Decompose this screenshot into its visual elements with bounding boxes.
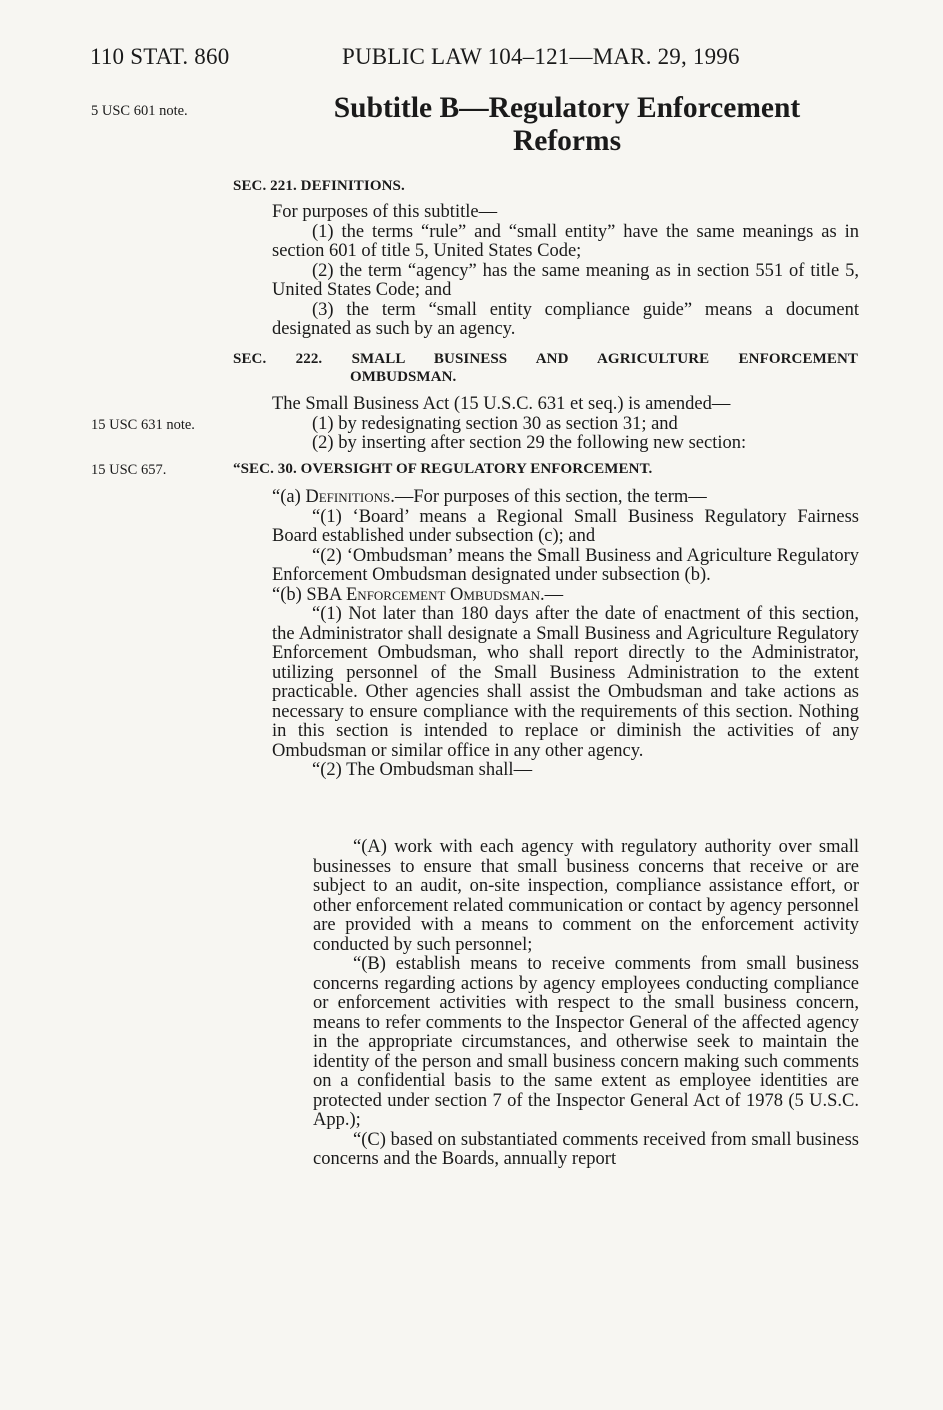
margin-note-15-usc-657: 15 USC 657.	[91, 462, 167, 478]
subsection-a-caps: Definitions	[305, 487, 391, 507]
sec-221-heading: SEC. 221. DEFINITIONS.	[233, 178, 405, 194]
subparagraph-A: “(A) work with each agency with regulatory authority over small businesses to ensure that small business concerns that receive or are subject to an audit, on-site inspection, compliance assistance effort, or other enforcement related communication or contact by agency personnel are provided with a means to comment on the enforcement activity conducted by such personnel;	[313, 837, 859, 955]
sec-222-body	[272, 395, 859, 454]
subparagraph-B: “(B) establish means to receive comments from small business concerns regarding actions by agency employees conducting compliance or enforcement activities with respect to the small business concern, means to refer comments to the Inspector General of the affected agency in the appropriate circumstances, and otherwise seek to maintain the identity of the person and small business concern making such comments on a confidential basis to the same extent as employee identities are protected under section 7 of the Inspector General Act of 1978 (5 U.S.C. App.);	[313, 954, 859, 1130]
sec-222-heading-line-2: OMBUDSMAN.	[350, 369, 457, 385]
sec-222-heading	[233, 350, 858, 386]
subsection-a-para-1: “(1) ‘Board’ means a Regional Small Business Regulatory Fairness Board established under subsection (c); and	[272, 506, 859, 546]
subsection-b-caps: Enforcement Ombudsman	[346, 584, 540, 605]
subsection-a-heading	[272, 488, 859, 508]
subsection-b-para-2: “(2) The Ombudsman shall—	[312, 760, 533, 780]
margin-note-5-usc-601: 5 USC 601 note.	[91, 103, 188, 119]
sec-221-para-3: (3) the term “small entity compliance guide” means a document designated as such by an agency.	[272, 299, 859, 339]
subtitle-heading	[272, 92, 862, 158]
subsection-a-para-2: “(2) ‘Ombudsman’ means the Small Business and Agriculture Regulatory Enforcement Ombudsman designated under subsection (b).	[272, 545, 859, 585]
subsection-b-rest: .—	[539, 584, 564, 605]
sec-222-intro: The Small Business Act (15 U.S.C. 631 et seq.) is amended—	[272, 394, 731, 414]
subsection-b-para-1: “(1) Not later than 180 days after the date of enactment of this section, the Administrator shall designate a Small Business and Agriculture Regulatory Enforcement Ombudsman, who shall report directly to the Administrator, utilizing personnel of the Small Business Administration to the extent practicable. Other agencies shall assist the Ombudsman and take actions as necessary to ensure compliance with the requirements of this section. Nothing in this section is intended to replace or diminish the activities of any Ombudsman or similar office in any other agency.	[272, 604, 859, 761]
sec-30-body	[272, 488, 859, 781]
subsection-a-rest: .—For purposes of this section, the term—	[390, 487, 707, 507]
margin-note-15-usc-631: 15 USC 631 note.	[91, 417, 195, 433]
sec-221-para-2: (2) the term “agency” has the same meaning as in section 551 of title 5, United States Code; and	[272, 260, 859, 300]
subsection-b-prefix: “(b) SBA	[272, 584, 346, 605]
sec-221-intro: For purposes of this subtitle—	[272, 202, 498, 222]
running-header	[90, 44, 863, 76]
subsection-b-heading	[272, 586, 859, 606]
subsection-a-prefix: “(a)	[272, 487, 306, 507]
law-title: PUBLIC LAW 104–121—MAR. 29, 1996	[342, 44, 740, 69]
sec-30-heading: “SEC. 30. OVERSIGHT OF REGULATORY ENFORCEMENT.	[233, 461, 653, 477]
subparagraph-C: “(C) based on substantiated comments received from small business concerns and the Boards, annually report	[313, 1129, 859, 1169]
sec-221-para-1: (1) the terms “rule” and “small entity” have the same meanings as in section 601 of title 5, United States Code;	[272, 221, 859, 261]
page-number: 110 STAT. 860	[90, 44, 230, 69]
sec-30-subparagraphs	[313, 838, 859, 1170]
subtitle-line-1: Subtitle B—Regulatory Enforcement	[333, 92, 801, 124]
sec-222-para-2: (2) by inserting after section 29 the following new section:	[312, 433, 747, 453]
sec-222-heading-line-1: SEC. 222. SMALL BUSINESS AND AGRICULTURE ENFORCEMENT	[233, 351, 858, 367]
sec-221-body	[272, 203, 859, 340]
sec-222-para-1: (1) by redesignating section 30 as section 31; and	[312, 413, 678, 434]
subtitle-line-2: Reforms	[512, 125, 622, 157]
